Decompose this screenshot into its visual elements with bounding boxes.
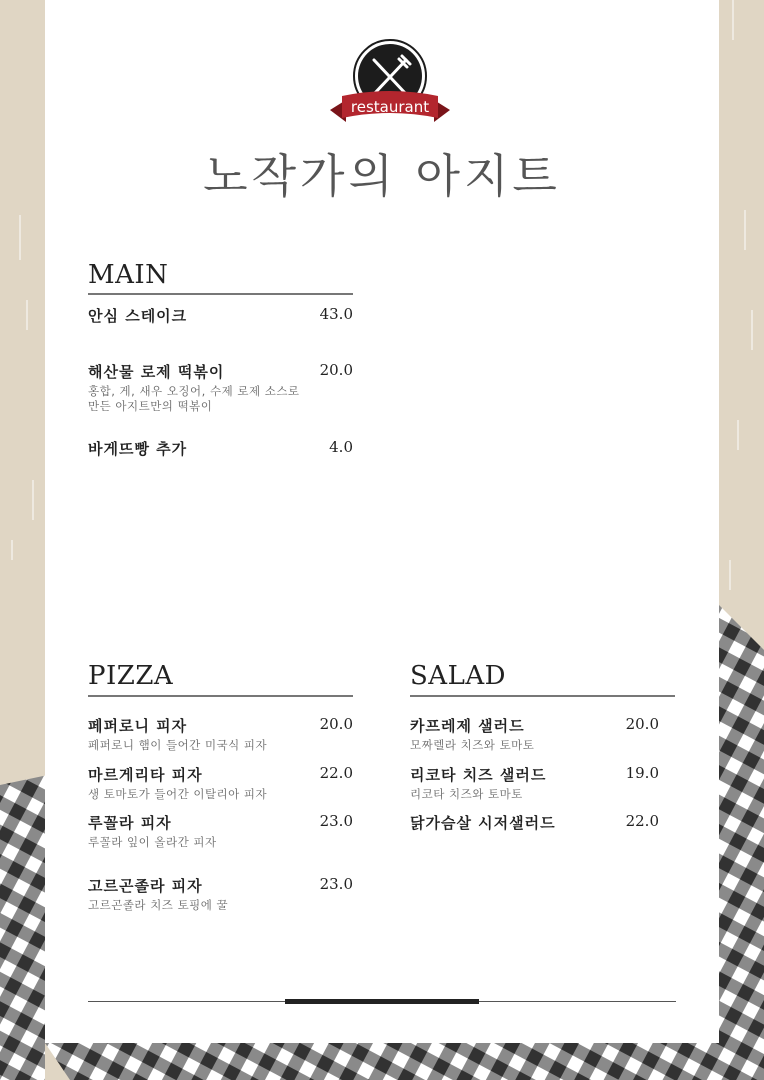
footer-accent-bar xyxy=(285,999,479,1004)
section-heading-main: MAIN xyxy=(88,260,169,290)
item-description: 리코타 치즈와 토마토 xyxy=(410,787,523,801)
section-rule xyxy=(410,695,675,697)
item-price: 22.0 xyxy=(319,764,353,782)
item-description: 홍합, 게, 새우 오징어, 수제 로제 소스로 xyxy=(88,384,300,398)
page-title: 노작가의 아지트 xyxy=(203,149,561,203)
item-price: 23.0 xyxy=(319,812,353,830)
menu-item xyxy=(410,764,675,802)
menu-item xyxy=(88,764,353,802)
menu-item xyxy=(88,361,353,414)
item-name: 카프레제 샐러드 xyxy=(410,717,525,735)
item-description: 고르곤졸라 치즈 토핑에 꿀 xyxy=(88,898,229,912)
item-name: 리코타 치즈 샐러드 xyxy=(410,766,547,784)
menu-item xyxy=(88,715,353,753)
section-rule xyxy=(88,695,353,697)
item-description: 생 토마토가 들어간 이탈리아 피자 xyxy=(88,787,268,801)
item-price: 20.0 xyxy=(319,715,353,733)
menu-item xyxy=(88,812,353,850)
menu-item xyxy=(410,812,675,833)
restaurant-logo xyxy=(328,38,452,134)
menu-item xyxy=(88,875,353,913)
item-description: 모짜렐라 치즈와 토마토 xyxy=(410,738,535,752)
section-heading-salad: SALAD xyxy=(410,661,506,691)
item-name: 루꼴라 피자 xyxy=(88,814,172,832)
logo-ribbon-text: restaurant xyxy=(350,98,430,116)
item-price: 20.0 xyxy=(625,715,659,733)
section-rule xyxy=(88,293,353,295)
item-description: 페퍼로니 햄이 들어간 미국식 피자 xyxy=(88,738,268,752)
menu-item xyxy=(88,438,353,459)
item-price: 4.0 xyxy=(329,438,353,456)
section-heading-pizza: PIZZA xyxy=(88,661,174,691)
item-name: 해산물 로제 떡볶이 xyxy=(88,363,225,381)
item-name: 페퍼로니 피자 xyxy=(88,717,188,735)
item-price: 19.0 xyxy=(625,764,659,782)
item-description: 루꼴라 잎이 올라간 피자 xyxy=(88,835,217,849)
item-name: 바게뜨빵 추가 xyxy=(88,440,188,458)
menu-item xyxy=(410,715,675,753)
item-price: 20.0 xyxy=(319,361,353,379)
item-price: 43.0 xyxy=(319,305,353,323)
item-description: 만든 아지트만의 떡볶이 xyxy=(88,399,213,413)
item-name: 안심 스테이크 xyxy=(88,307,188,325)
item-price: 23.0 xyxy=(319,875,353,893)
item-name: 고르곤졸라 피자 xyxy=(88,877,203,895)
item-price: 22.0 xyxy=(625,812,659,830)
item-name: 닭가슴살 시저샐러드 xyxy=(410,814,556,832)
item-name: 마르게리타 피자 xyxy=(88,766,203,784)
menu-item xyxy=(88,305,353,326)
